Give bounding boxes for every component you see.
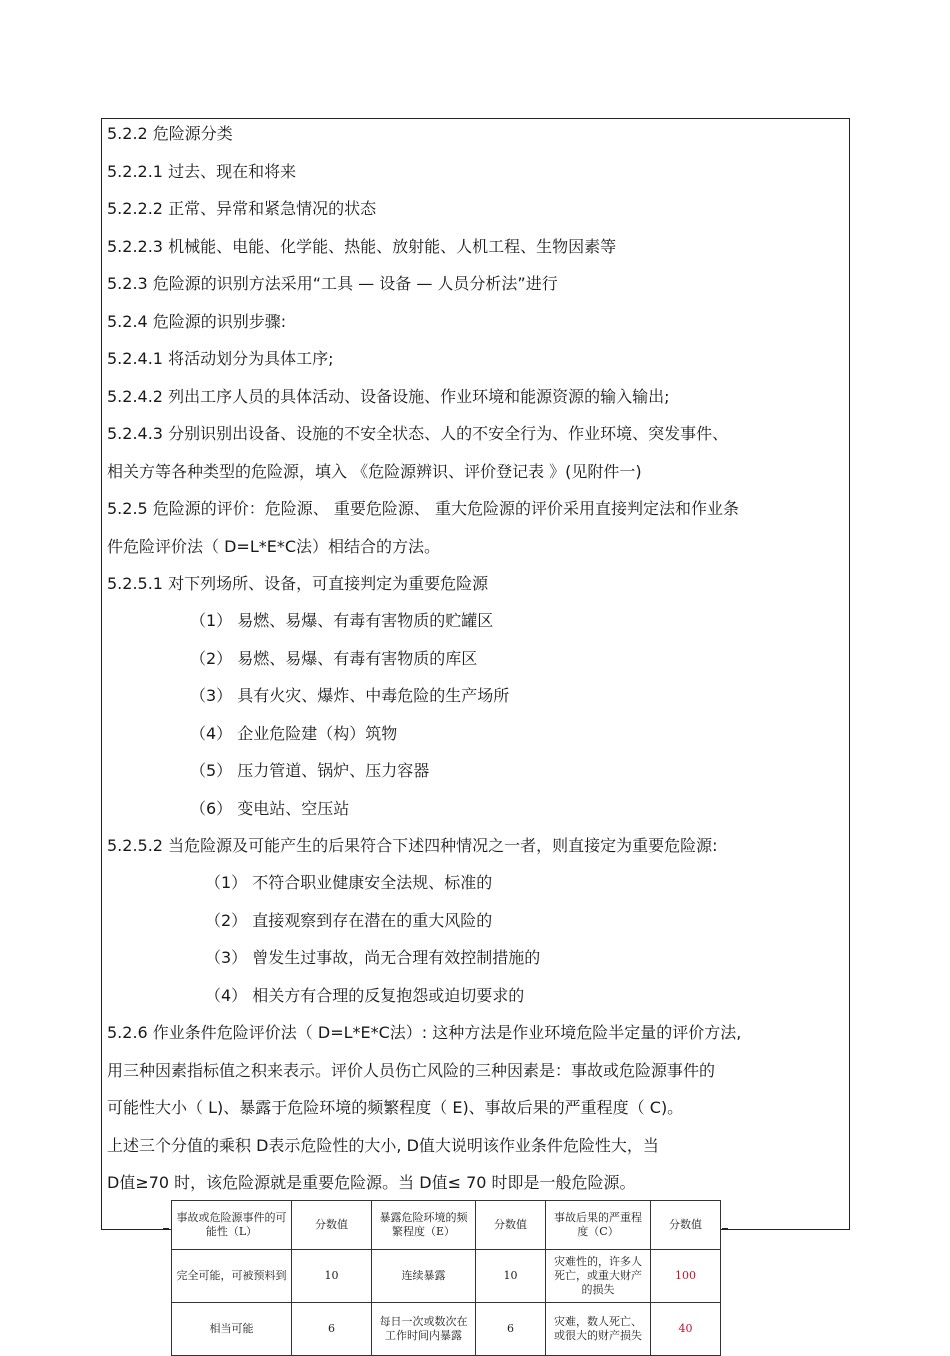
list-item: （1） 易燃、易爆、有毒有害物质的贮罐区 <box>190 611 494 630</box>
list-item: （3） 曾发生过事故，尚无合理有效控制措施的 <box>205 948 541 967</box>
table-cell: 相当可能 <box>172 1303 292 1356</box>
item-5-2-4-3: 5.2.4.3 分别识别出设备、设施的不安全状态、人的不安全行为、作业环境、突发事件、 <box>107 424 729 443</box>
table-cell: 6 <box>476 1303 546 1356</box>
header-score: 分数值 <box>476 1201 546 1250</box>
table-tick-left <box>163 1228 169 1229</box>
section-5-2-4: 5.2.4 危险源的识别步骤: <box>107 312 287 331</box>
section-5-2-6-cont3: 上述三个分值的乘积 D表示危险性的大小, D值大说明该作业条件危险性大，当 <box>107 1136 659 1155</box>
header-consequence: 事故后果的严重程度（C） <box>546 1201 651 1250</box>
item-5-2-2-2: 5.2.2.2 正常、异常和紧急情况的状态 <box>107 199 377 218</box>
table-cell: 灾难性的，许多人死亡，或重大财产的损失 <box>546 1250 651 1303</box>
list-item: （4） 相关方有合理的反复抱怨或迫切要求的 <box>205 986 525 1005</box>
item-5-2-2-3: 5.2.2.3 机械能、电能、化学能、热能、放射能、人机工程、生物因素等 <box>107 237 617 256</box>
item-5-2-2-1: 5.2.2.1 过去、现在和将来 <box>107 162 297 181</box>
header-score: 分数值 <box>292 1201 372 1250</box>
table-cell: 6 <box>292 1303 372 1356</box>
table-cell-highlight: 100 <box>651 1250 721 1303</box>
section-5-2-5-cont: 件危险评价法（ D=L*E*C法）相结合的方法。 <box>107 537 441 556</box>
list-item: （4） 企业危险建（构）筑物 <box>190 724 398 743</box>
table-row <box>172 1250 721 1303</box>
header-exposure: 暴露危险环境的频繁程度（E） <box>372 1201 476 1250</box>
list-item: （2） 直接观察到存在潜在的重大风险的 <box>205 911 493 930</box>
table-cell: 完全可能，可被预料到 <box>172 1250 292 1303</box>
section-5-2-6-cont4: D值≥70 时，该危险源就是重要危险源。当 D值≤ 70 时即是一般危险源。 <box>107 1173 636 1192</box>
table-cell: 每日一次或数次在工作时间内暴露 <box>372 1303 476 1356</box>
list-item: （1） 不符合职业健康安全法规、标准的 <box>205 873 493 892</box>
item-5-2-5-1: 5.2.5.1 对下列场所、设备，可直接判定为重要危险源 <box>107 574 489 593</box>
header-likelihood: 事故或危险源事件的可能性（L） <box>172 1201 292 1250</box>
section-5-2-2: 5.2.2 危险源分类 <box>107 124 233 143</box>
list-item: （3） 具有火灾、爆炸、中毒危险的生产场所 <box>190 686 510 705</box>
item-5-2-4-1: 5.2.4.1 将活动划分为具体工序; <box>107 349 334 368</box>
list-item: （2） 易燃、易爆、有毒有害物质的库区 <box>190 649 478 668</box>
risk-score-table <box>171 1200 721 1356</box>
section-5-2-6-cont2: 可能性大小（ L)、暴露于危险环境的频繁程度（ E)、事故后果的严重程度（ C)。 <box>107 1098 684 1117</box>
header-score: 分数值 <box>651 1201 721 1250</box>
table-header-row <box>172 1201 721 1250</box>
section-5-2-3: 5.2.3 危险源的识别方法采用“工具 — 设备 — 人员分析法”进行 <box>107 274 558 293</box>
item-5-2-4-3-cont: 相关方等各种类型的危险源，填入 《危险源辨识、评价登记表 》(见附件一) <box>107 462 642 481</box>
list-item: （5） 压力管道、锅炉、压力容器 <box>190 761 430 780</box>
item-5-2-5-2: 5.2.5.2 当危险源及可能产生的后果符合下述四种情况之一者，则直接定为重要危险源: <box>107 836 718 855</box>
table-row <box>172 1303 721 1356</box>
list-item: （6） 变电站、空压站 <box>190 799 350 818</box>
table-cell: 连续暴露 <box>372 1250 476 1303</box>
section-5-2-6-cont1: 用三种因素指标值之积来表示。评价人员伤亡风险的三种因素是：事故或危险源事件的 <box>107 1061 716 1080</box>
table-cell: 10 <box>292 1250 372 1303</box>
table-tick-right <box>722 1228 728 1229</box>
item-5-2-4-2: 5.2.4.2 列出工序人员的具体活动、设备设施、作业环境和能源资源的输入输出; <box>107 387 670 406</box>
table-cell-highlight: 40 <box>651 1303 721 1356</box>
section-5-2-5: 5.2.5 危险源的评价：危险源、 重要危险源、 重大危险源的评价采用直接判定法和作业条 <box>107 499 739 518</box>
table-cell: 灾难，数人死亡、或很大的财产损失 <box>546 1303 651 1356</box>
table-cell: 10 <box>476 1250 546 1303</box>
section-5-2-6: 5.2.6 作业条件危险评价法（ D=L*E*C法）: 这种方法是作业环境危险半定量的评价方法, <box>107 1023 742 1042</box>
